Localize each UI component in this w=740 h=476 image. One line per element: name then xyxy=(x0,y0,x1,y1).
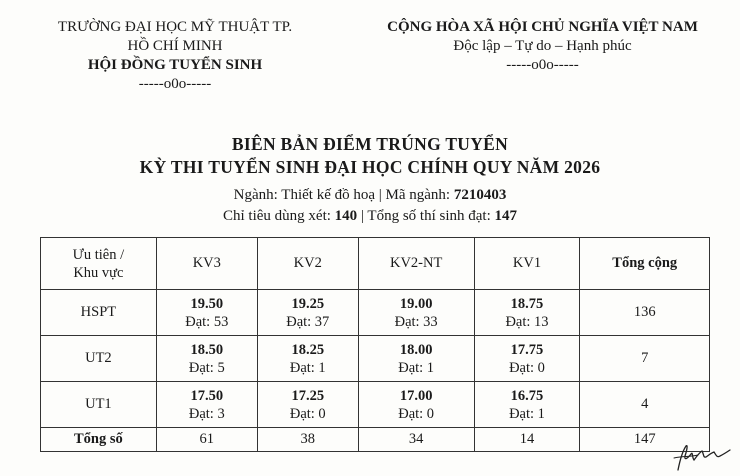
row-total: 7 xyxy=(580,336,710,382)
pass-count: Đạt: 1 xyxy=(289,359,326,376)
row-label: UT2 xyxy=(41,336,157,382)
score-cell xyxy=(156,336,257,382)
admission-score-table xyxy=(40,237,710,452)
national-motto: Độc lập – Tự do – Hạnh phúc xyxy=(453,38,632,54)
table-row xyxy=(41,290,710,336)
cutoff-score: 17.50 xyxy=(190,387,224,404)
major-info xyxy=(0,185,740,206)
score-cell xyxy=(257,336,358,382)
pass-count: Đạt: 53 xyxy=(185,313,229,330)
pass-count: Đạt: 5 xyxy=(188,359,225,376)
score-cell xyxy=(358,382,474,428)
header-priority-label: Ưu tiên / xyxy=(72,246,125,263)
cutoff-score: 17.25 xyxy=(291,387,325,404)
header-right-divider: -----o0o----- xyxy=(506,57,579,73)
score-cell xyxy=(474,336,580,382)
score-cell xyxy=(358,336,474,382)
column-total: 61 xyxy=(156,428,257,452)
quota-label: Chỉ tiêu dùng xét: xyxy=(223,208,335,224)
table-totals-row xyxy=(41,428,710,452)
document-title-block xyxy=(0,133,740,227)
grand-total: 147 xyxy=(580,428,710,452)
pass-count: Đạt: 0 xyxy=(289,405,326,422)
passed-value: 147 xyxy=(494,208,517,224)
score-cell xyxy=(156,290,257,336)
major-label: Ngành: Thiết kế đồ hoạ | Mã ngành: xyxy=(233,187,454,203)
cutoff-score: 18.75 xyxy=(510,295,544,312)
cutoff-score: 18.50 xyxy=(190,341,224,358)
score-cell xyxy=(257,290,358,336)
cutoff-score: 19.25 xyxy=(291,295,325,312)
pass-count: Đạt: 1 xyxy=(509,405,545,422)
header-corner-cell xyxy=(41,238,157,290)
cutoff-score: 19.50 xyxy=(190,295,224,312)
pass-count: Đạt: 37 xyxy=(286,313,330,330)
header-left-divider: -----o0o----- xyxy=(138,76,212,92)
pass-count: Đạt: 1 xyxy=(398,359,435,376)
column-header: KV1 xyxy=(474,238,580,290)
institution-name-line2: HỒ CHÍ MINH xyxy=(127,38,223,54)
column-header: KV2-NT xyxy=(358,238,474,290)
pass-count: Đạt: 3 xyxy=(188,405,225,422)
row-total: 136 xyxy=(580,290,710,336)
cutoff-score: 16.75 xyxy=(510,387,544,404)
country-name: CỘNG HÒA XÃ HỘI CHỦ NGHĨA VIỆT NAM xyxy=(387,19,698,35)
header-institution xyxy=(40,18,310,94)
column-total: 34 xyxy=(358,428,474,452)
column-total: 38 xyxy=(257,428,358,452)
totals-label: Tổng số xyxy=(41,428,157,452)
admission-council: HỘI ĐỒNG TUYỂN SINH xyxy=(87,57,263,73)
row-label: HSPT xyxy=(41,290,157,336)
column-total: 14 xyxy=(474,428,580,452)
column-header: KV2 xyxy=(257,238,358,290)
document-title: BIÊN BẢN ĐIỂM TRÚNG TUYỂN xyxy=(231,134,509,154)
table-row xyxy=(41,382,710,428)
header-national-motto xyxy=(360,18,725,75)
pass-count: Đạt: 13 xyxy=(505,313,549,330)
column-header: KV3 xyxy=(156,238,257,290)
cutoff-score: 17.75 xyxy=(510,341,544,358)
major-code: 7210403 xyxy=(453,187,507,203)
cutoff-score: 19.00 xyxy=(399,295,433,312)
document-subtitle: KỲ THI TUYỂN SINH ĐẠI HỌC CHÍNH QUY NĂM 2026 xyxy=(139,157,601,177)
table-header-row xyxy=(41,238,710,290)
score-cell xyxy=(156,382,257,428)
quota-value: 140 xyxy=(334,208,358,224)
institution-name-line1: TRƯỜNG ĐẠI HỌC MỸ THUẬT TP. xyxy=(57,19,293,35)
score-cell xyxy=(257,382,358,428)
score-cell xyxy=(474,290,580,336)
header-region-label: Khu vực xyxy=(73,264,124,281)
pass-count: Đạt: 0 xyxy=(398,405,435,422)
table-row xyxy=(41,336,710,382)
cutoff-score: 17.00 xyxy=(399,387,433,404)
column-header-total: Tổng cộng xyxy=(580,238,710,290)
cutoff-score: 18.00 xyxy=(399,341,433,358)
score-cell xyxy=(474,382,580,428)
row-total: 4 xyxy=(580,382,710,428)
signature-mark xyxy=(672,436,732,472)
cutoff-score: 18.25 xyxy=(291,341,325,358)
passed-label: | Tổng số thí sinh đạt: xyxy=(357,208,495,224)
quota-info xyxy=(0,206,740,227)
pass-count: Đạt: 33 xyxy=(394,313,438,330)
pass-count: Đạt: 0 xyxy=(509,359,545,376)
row-label: UT1 xyxy=(41,382,157,428)
score-cell xyxy=(358,290,474,336)
